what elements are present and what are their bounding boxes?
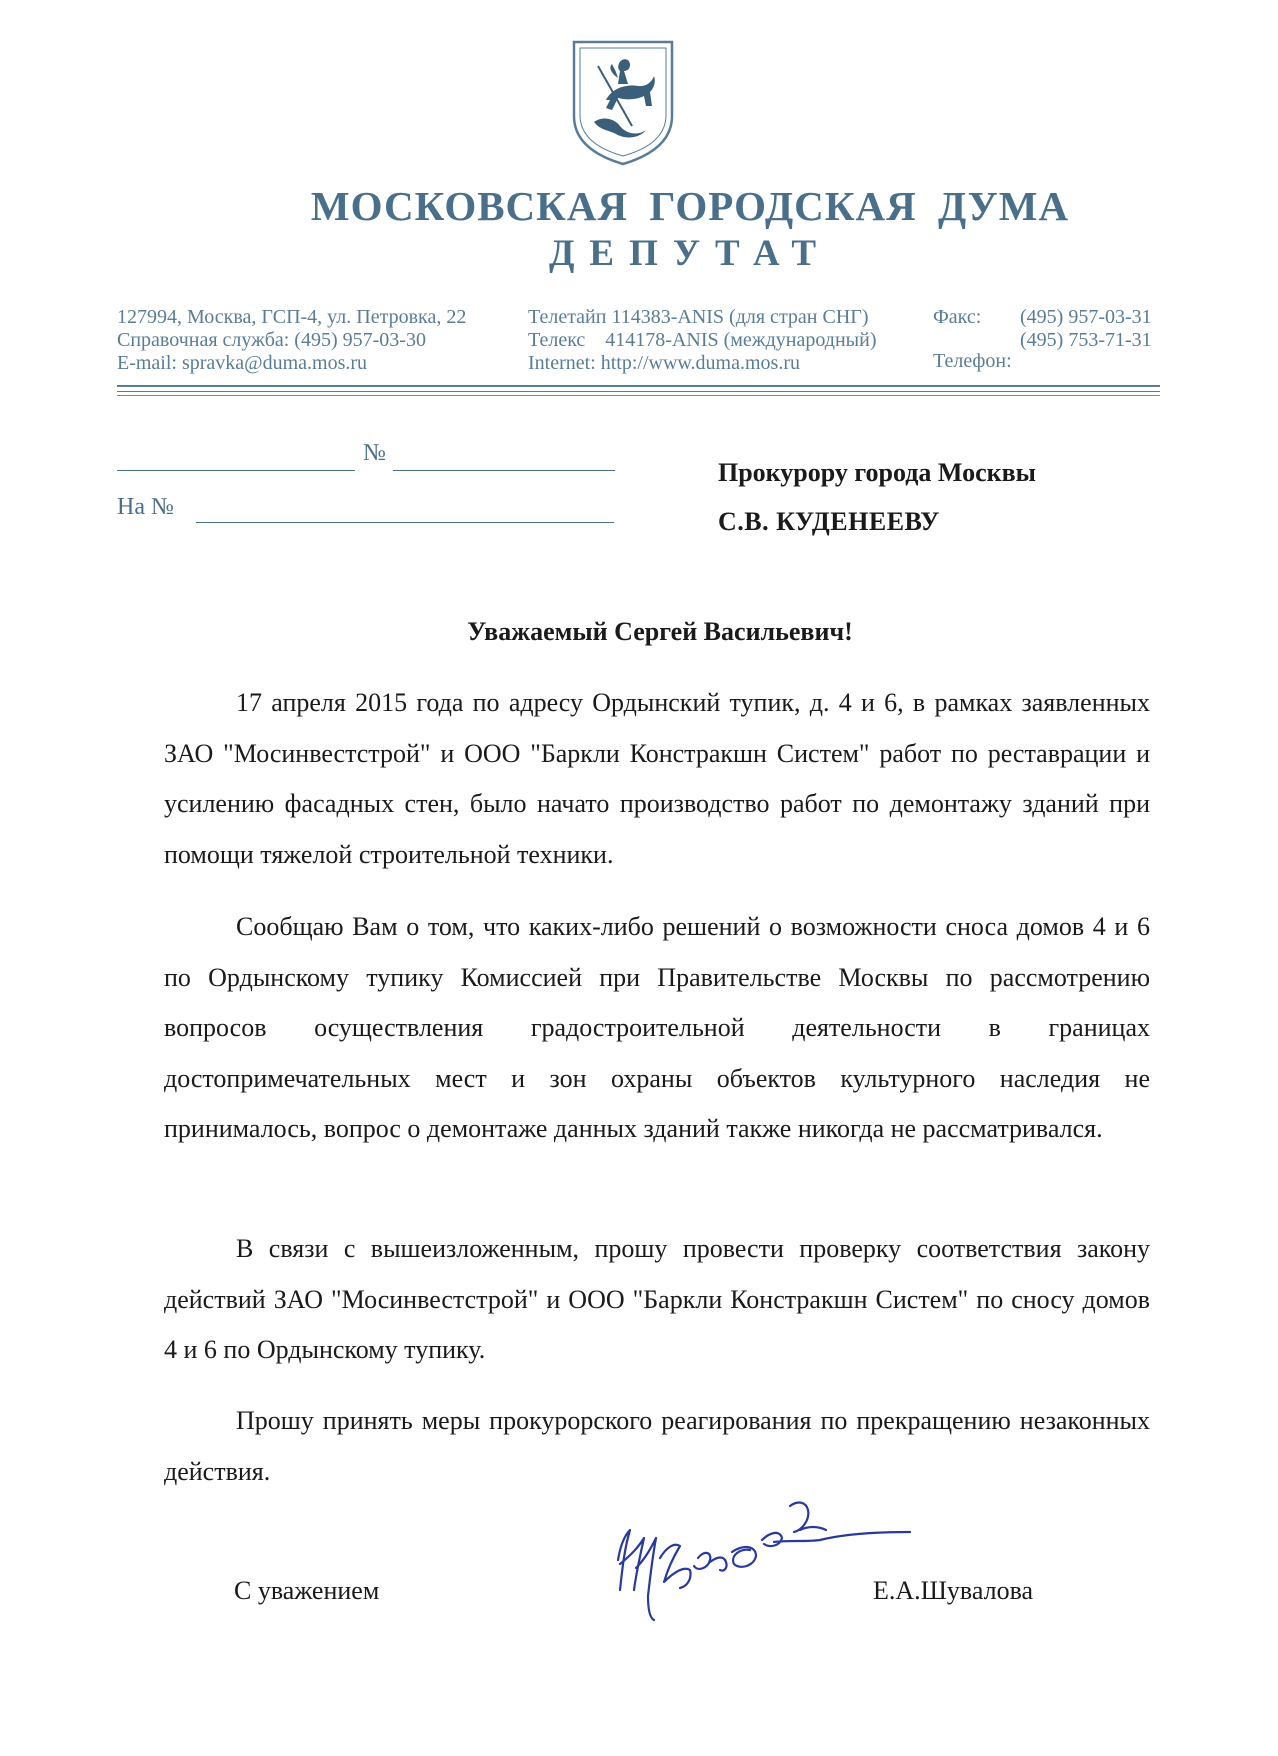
addressee-title: Прокурору города Москвы: [718, 458, 1036, 487]
phone-label: Телефон:: [933, 350, 1012, 372]
letterhead-divider: [117, 391, 1160, 392]
contact-block-middle: [528, 306, 877, 375]
closing-phrase: С уважением: [234, 1576, 380, 1605]
addressee-name: С.В. КУДЕНЕЕВУ: [718, 507, 940, 536]
fax-number: (495) 957-03-31: [1020, 306, 1152, 328]
body-paragraph: Сообщаю Вам о том, что каких-либо решений о возможности сноса домов 4 и 6 по Ордынскому тупику Комиссией при Правительстве Москвы по рассмотрению вопросов осуществления градостроительной деятельности в границах достопримечательных мест и зон охраны объектов культурного наследия не принималось, вопрос о демонтаже данных зданий также никогда не рассматривался.: [164, 912, 1150, 1143]
help-line: Справочная служба: (495) 957-03-30: [117, 329, 426, 351]
fax-phone-numbers: [1020, 306, 1152, 352]
moscow-emblem-icon: [568, 38, 678, 166]
email-line: E-mail: spravka@duma.mos.ru: [117, 352, 368, 374]
phone-number: (495) 753-71-31: [1020, 329, 1152, 351]
body-paragraph: В связи с вышеизложенным, прошу провести проверку соответствия закону действий ЗАО "Мосинвестстрой" и ООО "Баркли Констракшн Систем" по сносу домов 4 и 6 по Ордынскому тупику.: [164, 1234, 1150, 1364]
incoming-number-field: [196, 502, 614, 523]
teletype-line: Телетайп 114383-ANIS (для стран СНГ): [528, 306, 869, 328]
signer-name: Е.А.Шувалова: [873, 1576, 1034, 1605]
salutation: Уважаемый Сергей Васильевич!: [467, 617, 853, 646]
letterhead-divider: [117, 395, 1160, 396]
fax-label: Факс:: [933, 306, 982, 328]
body-paragraph: 17 апреля 2015 года по адресу Ордынский тупик, д. 4 и 6, в рамках заявленных ЗАО "Мосинвестстрой" и ООО "Баркли Констракшн Систем" работ по реставрации и усилению фасадных стен, было начато производство работ по демонтажу зданий при помощи тяжелой строительной техники.: [164, 688, 1150, 869]
outgoing-number-field: [393, 450, 615, 471]
internet-line: Internet: http://www.duma.mos.ru: [528, 352, 800, 374]
org-title: МОСКОВСКАЯ ГОРОДСКАЯ ДУМА: [310, 183, 1070, 229]
incoming-number-label: На №: [117, 494, 174, 520]
telex-line: Телекс 414178-ANIS (международный): [528, 329, 877, 351]
contact-block-left: [117, 306, 466, 375]
letterhead-divider: [117, 385, 1160, 387]
outgoing-number-label: №: [363, 440, 386, 466]
body-paragraph: Прошу принять меры прокурорского реагирования по прекращению незаконных действия.: [164, 1406, 1150, 1486]
org-subtitle: ДЕПУТАТ: [548, 233, 832, 274]
outgoing-date-field: [117, 450, 355, 471]
address-line: 127994, Москва, ГСП-4, ул. Петровка, 22: [117, 306, 467, 328]
